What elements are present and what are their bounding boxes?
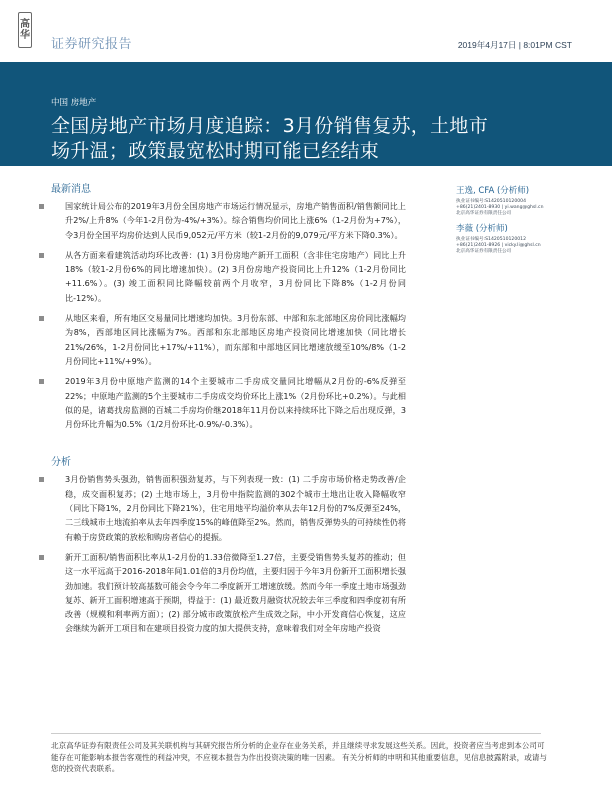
square-bullet-icon: [39, 204, 44, 209]
section-latest-news: [51, 180, 406, 431]
company-logo: [18, 12, 32, 48]
section-heading: 分析: [51, 457, 71, 469]
title-band: [0, 62, 612, 166]
analyst-card: [456, 222, 606, 256]
bullet-item: 2019年3月份中原地产监测的14个主要城市二手房成交量同比增幅从2月份的-6%反弹至22%；中原地产监测的5个主要城市二手房成交均价环比上涨1%（2月份环比+0.2%）。与此相似的是，诸葛找房监测的百城二手房均价继2018年11月份以来持续环比下降之后出现反弹，3月份环比升幅为0.5%（1/2月份环比-0.9%/-0.3%）。: [51, 374, 406, 431]
section-analysis: [51, 453, 406, 635]
report-type-label: 证券研究报告: [51, 37, 133, 52]
analyst-license: 执业证书编号:S1420510120004: [456, 199, 527, 204]
square-bullet-icon: [39, 253, 44, 258]
analyst-firm: 北京高华证券有限责任公司: [456, 249, 512, 255]
square-bullet-icon: [39, 316, 44, 321]
bullet-list: [51, 199, 406, 431]
logo-char-1: 高: [20, 19, 30, 30]
square-bullet-icon: [39, 555, 44, 560]
analyst-card: [456, 184, 606, 218]
analyst-license: 执业证书编号:S1420510120012: [456, 236, 527, 242]
bullet-list: [51, 472, 406, 635]
sector-label: 中国 房地产: [51, 98, 97, 108]
analyst-name: 李薇 (分析师): [456, 223, 508, 234]
report-title: 全国房地产市场月度追踪：3月份销售复苏，土地市场升温；政策最宽松时期可能已经结束: [51, 115, 488, 162]
bullet-item: 从地区来看，所有地区交易量同比增速均加快。3月份东部、中部和东北部地区房价同比涨幅均为8%，西部地区同比涨幅为7%。西部和东北部地区房地产投资同比增速加快（同比增长21%/26%，1-2月份同比+17%/+11%），而东部和中部地区同比增速放缓至10%/8%（1-2月份同比+11%/+9%）。: [51, 311, 406, 368]
bullet-item: 新开工面积/销售面积比率从1-2月份的1.33倍微降至1.27倍，主要受销售势头复苏的推动；但这一水平远高于2016-2018年间1.01倍的3月份均值，主要归因于今年3月份新开工面积增长强劲加速。我们预计较高基数可能会令今年二季度新开工增速放缓。然而今年一季度土地市场强劲复苏、新开工面积增速高于预期，得益于：(1) 最近数月融资状况较去年三季度和四季度初有所改善（规模和利率两方面）；(2) 部分城市政策放松产生成效之际，中小开发商信心恢复，这应会继续为新开工项目和在建项目投资力度的加大提供支持，意味着我们对全年房地产投资: [51, 550, 406, 636]
footer-divider: [51, 733, 541, 734]
publish-date: 2019年4月17日 | 8:01PM CST: [457, 40, 572, 50]
footer-disclaimer: 北京高华证券有限责任公司及其关联机构与其研究报告所分析的企业存在业务关系，并且继续寻求发展这些关系。因此，投资者应当考虑到本公司可能存在可能影响本报告客观性的利益冲突，不应视本报告为作出投资决策的唯一因素。 有关分析师的申明和其他重要信息，见信息披露附录，或请与您的投资代表联系。: [51, 741, 547, 773]
main-content: [51, 180, 406, 642]
analyst-name: 王逸, CFA (分析师): [456, 186, 530, 196]
analyst-firm: 北京高华证券有限责任公司: [456, 211, 512, 217]
analyst-contact[interactable]: +86(21)2401-8930 | yi.wang@ghsl.cn: [456, 205, 544, 211]
logo-char-2: 华: [20, 30, 30, 41]
bullet-item: 国家统计局公布的2019年3月份全国房地产市场运行情况显示，房地产销售面积/销售额同比上升2%/上升8%（今年1-2月份为-4%/+3%）。综合销售均价同比上涨6%（1-2月份为+7%），令3月份全国平均房价达到人民币9,052元/平方米（较1-2月份的9,079元/平方米下降0.3%）。: [51, 199, 406, 242]
bullet-item: 从各方面来看建筑活动均环比改善：(1) 3月份房地产新开工面积（含非住宅房地产）同比上升18%（较1-2月份6%的同比增速加快）。(2) 3月份房地产投资同比上升12%（1-2月份同比+11.6%）。(3) 竣工面积同比降幅较前两个月收窄，3月份同比下降8%（1-2月份同比-12%）。: [51, 248, 406, 305]
section-heading: 最新消息: [51, 184, 91, 195]
analyst-contact[interactable]: +86(21)2401-8926 | vicky.li@ghsl.cn: [456, 242, 541, 248]
square-bullet-icon: [39, 477, 44, 482]
analyst-panel: [456, 184, 606, 259]
square-bullet-icon: [39, 379, 44, 384]
bullet-item: 3月份销售势头强劲，销售面积强劲复苏，与下列表现一致：(1) 二手房市场价格走势改善/企稳，成交面积复苏；(2) 土地市场上，3月份中指院监测的302个城市土地出让收入降幅收窄（同比下降1%，2月份同比下降21%），住宅用地平均溢价率从去年12月份的7%反弹至24%，二三线城市土地流拍率从去年四季度15%的峰值降至2%。然而，销售反弹势头的可持续性仍将有赖于房贷政策的放松和购房者信心的提振。: [51, 472, 406, 543]
